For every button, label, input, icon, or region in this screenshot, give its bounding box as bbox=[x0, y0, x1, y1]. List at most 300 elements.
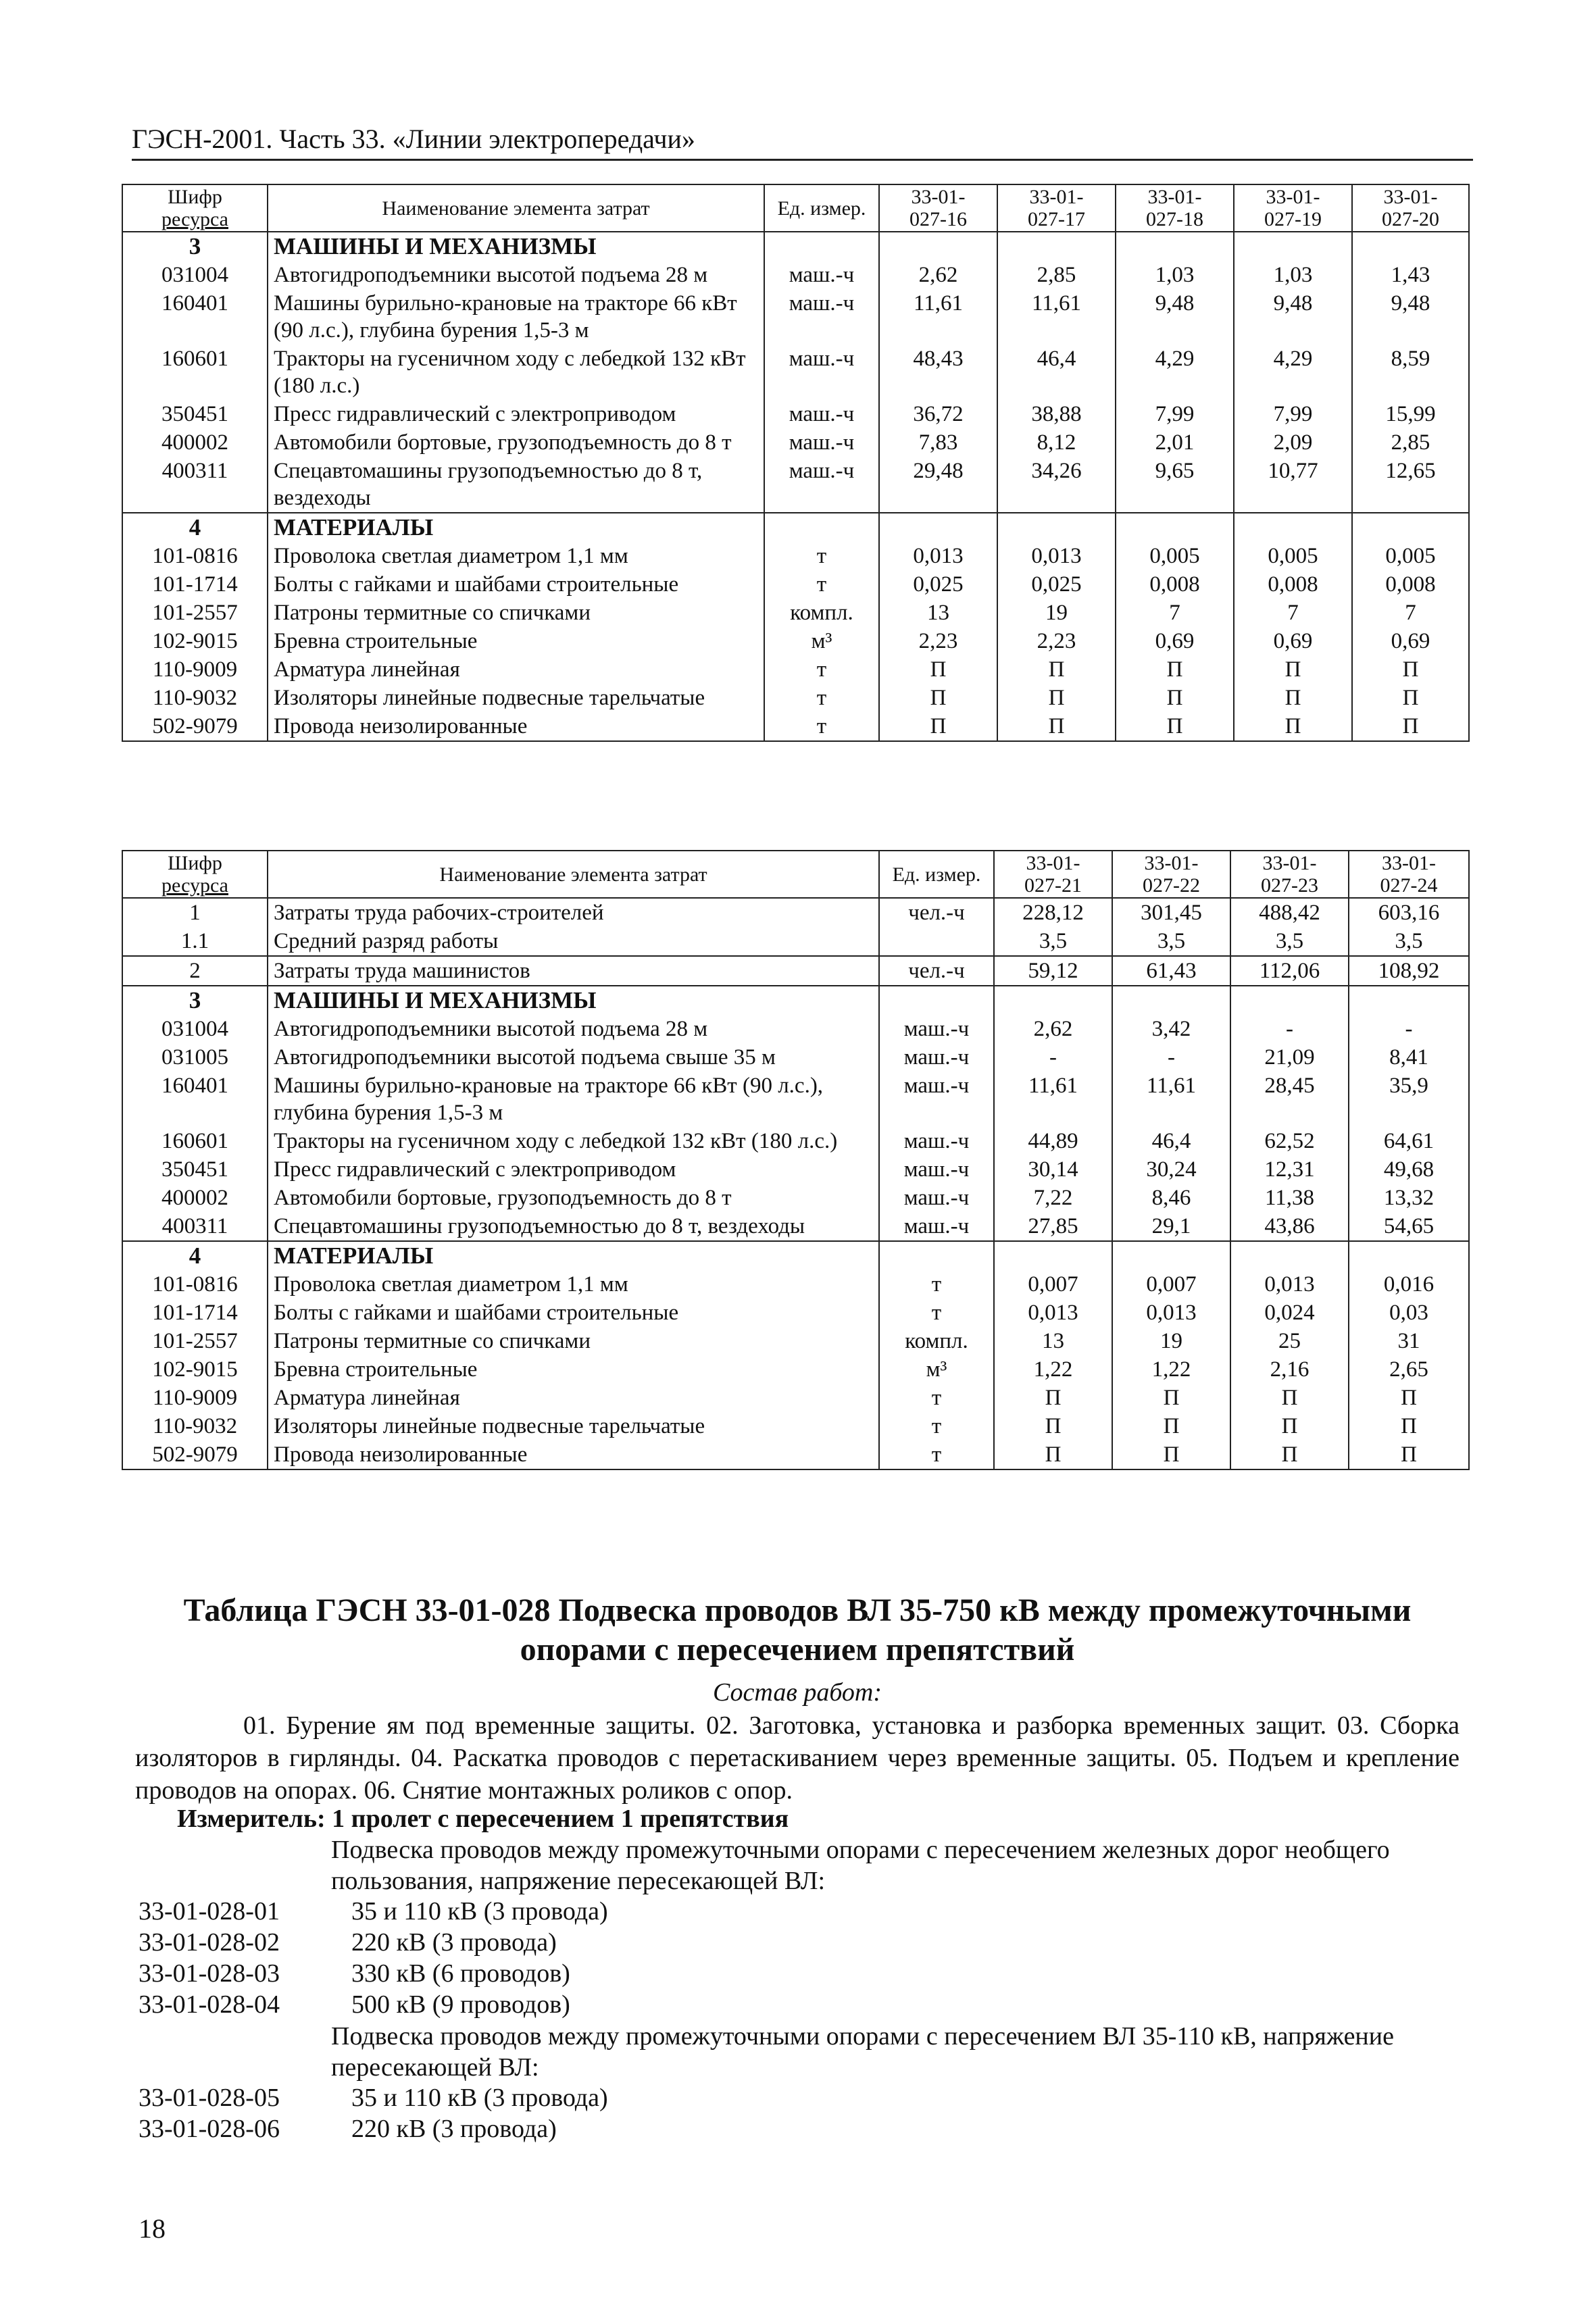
value-cell: П bbox=[879, 655, 997, 684]
resource-name: Машины бурильно-крановые на тракторе 66 кВт (90 л.с.), глубина бурения 1,5-3 м bbox=[268, 1072, 879, 1127]
value-cell: 11,61 bbox=[1112, 1072, 1230, 1127]
unit: т bbox=[764, 570, 879, 599]
resource-code: 102-9015 bbox=[122, 627, 268, 655]
resource-code: 502-9079 bbox=[122, 712, 268, 741]
resource-name: Автогидроподъемники высотой подъема 28 м bbox=[268, 261, 764, 289]
value-cell: 0,69 bbox=[1116, 627, 1234, 655]
value-cell: 3,5 bbox=[994, 927, 1112, 956]
value-cell: 4,29 bbox=[1116, 345, 1234, 400]
resource-code: 101-2557 bbox=[122, 1327, 268, 1355]
value-cell: 2,09 bbox=[1234, 428, 1352, 457]
table-row bbox=[122, 1043, 1469, 1072]
empty-cell bbox=[994, 1241, 1112, 1270]
resource-code: 110-9032 bbox=[122, 1412, 268, 1440]
value-cell: 2,01 bbox=[1116, 428, 1234, 457]
meter-line: Измеритель: 1 пролет с пересечением 1 препятствия bbox=[177, 1805, 789, 1833]
resource-code: 160601 bbox=[122, 1127, 268, 1155]
value-cell: 35,9 bbox=[1349, 1072, 1469, 1127]
value-cell: П bbox=[1116, 684, 1234, 712]
value-cell: 30,14 bbox=[994, 1155, 1112, 1184]
item-text: 35 и 110 кВ (3 провода) bbox=[351, 2084, 608, 2112]
unit: компл. bbox=[764, 599, 879, 627]
value-cell: 44,89 bbox=[994, 1127, 1112, 1155]
unit: маш.-ч bbox=[764, 261, 879, 289]
value-cell: П bbox=[994, 1384, 1112, 1412]
resource-code: 1.1 bbox=[122, 927, 268, 956]
unit: т bbox=[764, 542, 879, 570]
value-cell: 59,12 bbox=[994, 956, 1112, 986]
table-row bbox=[122, 1212, 1469, 1241]
resource-table-027-16-20 bbox=[122, 184, 1470, 742]
table-row bbox=[122, 599, 1469, 627]
value-cell: П bbox=[1116, 655, 1234, 684]
value-cell: П bbox=[1112, 1412, 1230, 1440]
value-cell: 0,69 bbox=[1234, 627, 1352, 655]
unit: чел.-ч bbox=[879, 898, 994, 927]
value-cell: 2,62 bbox=[994, 1015, 1112, 1043]
table-row bbox=[122, 627, 1469, 655]
item-text: 330 кВ (6 проводов) bbox=[351, 1959, 570, 1988]
table-row bbox=[122, 345, 1469, 400]
value-cell: 1,03 bbox=[1116, 261, 1234, 289]
empty-cell bbox=[1116, 232, 1234, 261]
resource-code: 031005 bbox=[122, 1043, 268, 1072]
value-cell: 4,29 bbox=[1234, 345, 1352, 400]
value-cell: 2,85 bbox=[1352, 428, 1469, 457]
table-row bbox=[122, 428, 1469, 457]
value-cell: П bbox=[997, 684, 1116, 712]
works-description: 01. Бурение ям под временные защиты. 02. Заготовка, установка и разборка временных защит. 03. Сборка изоляторов в гирлянды. 04. Раскатка проводов с перетаскиванием через временные защиты. 05. Подъем и крепление проводов на опорах. 06. Снятие монтажных роликов с опор. bbox=[135, 1711, 1460, 1805]
resource-name: Спецавтомашины грузоподъемностью до 8 т, вездеходы bbox=[268, 1212, 879, 1241]
resource-name: Пресс гидравлический с электроприводом bbox=[268, 1155, 879, 1184]
value-cell: 0,69 bbox=[1352, 627, 1469, 655]
value-cell: 46,4 bbox=[1112, 1127, 1230, 1155]
header-name: Наименование элемента затрат bbox=[268, 851, 879, 898]
value-cell: 1,03 bbox=[1234, 261, 1352, 289]
table-row bbox=[122, 1270, 1469, 1299]
resource-name: Изоляторы линейные подвесные тарельчатые bbox=[268, 684, 764, 712]
value-cell: П bbox=[1230, 1412, 1349, 1440]
value-cell: 1,43 bbox=[1352, 261, 1469, 289]
resource-name: Болты с гайками и шайбами строительные bbox=[268, 1299, 879, 1327]
value-cell: 488,42 bbox=[1230, 898, 1349, 927]
value-cell: 21,09 bbox=[1230, 1043, 1349, 1072]
header-name: Наименование элемента затрат bbox=[268, 184, 764, 232]
works-subtitle: Состав работ: bbox=[712, 1678, 882, 1707]
value-cell: 0,005 bbox=[1352, 542, 1469, 570]
value-cell: П bbox=[994, 1412, 1112, 1440]
resource-code: 400311 bbox=[122, 457, 268, 513]
header-unit: Ед. измер. bbox=[879, 851, 994, 898]
table-header-row bbox=[122, 184, 1469, 232]
section-title: МАТЕРИАЛЫ bbox=[268, 1241, 879, 1270]
unit: т bbox=[764, 712, 879, 741]
resource-name: Затраты труда рабочих-строителей bbox=[268, 898, 879, 927]
value-cell: 0,013 bbox=[879, 542, 997, 570]
value-cell: 7 bbox=[1352, 599, 1469, 627]
value-cell: 12,65 bbox=[1352, 457, 1469, 513]
value-cell: 7,22 bbox=[994, 1184, 1112, 1212]
value-cell: 0,013 bbox=[1112, 1299, 1230, 1327]
value-cell: П bbox=[1230, 1440, 1349, 1469]
empty-cell bbox=[879, 232, 997, 261]
value-cell: 0,024 bbox=[1230, 1299, 1349, 1327]
table-row bbox=[122, 1155, 1469, 1184]
empty-cell bbox=[1230, 986, 1349, 1015]
resource-name: Автомобили бортовые, грузоподъемность до 8 т bbox=[268, 1184, 879, 1212]
item-code: 33-01-028-06 bbox=[139, 2115, 280, 2143]
resource-code: 031004 bbox=[122, 261, 268, 289]
section-row bbox=[122, 1241, 1469, 1270]
value-cell: 2,23 bbox=[997, 627, 1116, 655]
value-cell: 0,013 bbox=[997, 542, 1116, 570]
value-cell: 19 bbox=[1112, 1327, 1230, 1355]
resource-code: 101-0816 bbox=[122, 542, 268, 570]
value-cell: 28,45 bbox=[1230, 1072, 1349, 1127]
resource-code: 1 bbox=[122, 898, 268, 927]
item-text: 220 кВ (3 провода) bbox=[351, 1928, 557, 1957]
unit: т bbox=[879, 1299, 994, 1327]
value-cell: 2,23 bbox=[879, 627, 997, 655]
value-cell: 228,12 bbox=[994, 898, 1112, 927]
resource-code: 350451 bbox=[122, 400, 268, 428]
value-cell: 43,86 bbox=[1230, 1212, 1349, 1241]
resource-name: Автомобили бортовые, грузоподъемность до 8 т bbox=[268, 428, 764, 457]
resource-code: 110-9032 bbox=[122, 684, 268, 712]
table-row bbox=[122, 1072, 1469, 1127]
value-cell: 2,85 bbox=[997, 261, 1116, 289]
table-row bbox=[122, 289, 1469, 345]
empty-cell bbox=[1116, 513, 1234, 542]
value-cell: 38,88 bbox=[997, 400, 1116, 428]
resource-name: Провода неизолированные bbox=[268, 712, 764, 741]
unit: маш.-ч bbox=[764, 457, 879, 513]
value-cell: П bbox=[1234, 655, 1352, 684]
value-cell: - bbox=[994, 1043, 1112, 1072]
value-cell: П bbox=[1230, 1384, 1349, 1412]
value-cell: П bbox=[997, 712, 1116, 741]
value-cell: 1,22 bbox=[1112, 1355, 1230, 1384]
unit: м³ bbox=[764, 627, 879, 655]
resource-code: 110-9009 bbox=[122, 655, 268, 684]
header-unit: Ед. измер. bbox=[764, 184, 879, 232]
value-cell: П bbox=[1352, 684, 1469, 712]
empty-cell bbox=[1234, 513, 1352, 542]
resource-name: Тракторы на гусеничном ходу с лебедкой 132 кВт (180 л.с.) bbox=[268, 1127, 879, 1155]
value-cell: 46,4 bbox=[997, 345, 1116, 400]
value-cell: 108,92 bbox=[1349, 956, 1469, 986]
resource-code: 2 bbox=[122, 956, 268, 986]
value-cell: 0,007 bbox=[994, 1270, 1112, 1299]
unit: маш.-ч bbox=[879, 1072, 994, 1127]
value-cell: 301,45 bbox=[1112, 898, 1230, 927]
value-cell: 48,43 bbox=[879, 345, 997, 400]
unit: маш.-ч bbox=[879, 1015, 994, 1043]
value-cell: 2,62 bbox=[879, 261, 997, 289]
value-cell: П bbox=[1349, 1440, 1469, 1469]
table-row bbox=[122, 684, 1469, 712]
value-cell: 3,5 bbox=[1230, 927, 1349, 956]
value-cell: - bbox=[1230, 1015, 1349, 1043]
resource-name: Арматура линейная bbox=[268, 655, 764, 684]
value-cell: П bbox=[1116, 712, 1234, 741]
table-row bbox=[122, 1015, 1469, 1043]
item-code: 33-01-028-01 bbox=[139, 1897, 280, 1926]
header-col: 33-01- 027-18 bbox=[1116, 184, 1234, 232]
value-cell: 0,007 bbox=[1112, 1270, 1230, 1299]
value-cell: 0,03 bbox=[1349, 1299, 1469, 1327]
value-cell: П bbox=[1234, 684, 1352, 712]
table-row bbox=[122, 457, 1469, 513]
resource-name: Болты с гайками и шайбами строительные bbox=[268, 570, 764, 599]
value-cell: 2,65 bbox=[1349, 1355, 1469, 1384]
value-cell: 11,61 bbox=[994, 1072, 1112, 1127]
section-row bbox=[122, 232, 1469, 261]
value-cell: 30,24 bbox=[1112, 1155, 1230, 1184]
empty-cell bbox=[997, 232, 1116, 261]
resource-code: 160401 bbox=[122, 289, 268, 345]
section-number: 4 bbox=[122, 1241, 268, 1270]
value-cell: П bbox=[1349, 1412, 1469, 1440]
unit bbox=[879, 927, 994, 956]
resource-name: Затраты труда машинистов bbox=[268, 956, 879, 986]
value-cell: П bbox=[1349, 1384, 1469, 1412]
value-cell: 0,025 bbox=[997, 570, 1116, 599]
table-row bbox=[122, 655, 1469, 684]
resource-table-027-21-24 bbox=[122, 850, 1470, 1470]
header-col: 33-01- 027-16 bbox=[879, 184, 997, 232]
resource-code: 110-9009 bbox=[122, 1384, 268, 1412]
empty-cell bbox=[879, 986, 994, 1015]
value-cell: 8,12 bbox=[997, 428, 1116, 457]
value-cell: 603,16 bbox=[1349, 898, 1469, 927]
unit: компл. bbox=[879, 1327, 994, 1355]
section-title: МАШИНЫ И МЕХАНИЗМЫ bbox=[268, 232, 764, 261]
resource-name: Бревна строительные bbox=[268, 1355, 879, 1384]
section-number: 3 bbox=[122, 986, 268, 1015]
value-cell: 9,48 bbox=[1116, 289, 1234, 345]
table-row bbox=[122, 1355, 1469, 1384]
table-row bbox=[122, 542, 1469, 570]
empty-cell bbox=[1349, 986, 1469, 1015]
resource-code: 160601 bbox=[122, 345, 268, 400]
section-title: Таблица ГЭСН 33-01-028 Подвеска проводов ВЛ 35-750 кВ между промежуточными опорами с пересечением препятствий bbox=[183, 1592, 1412, 1667]
empty-cell bbox=[997, 513, 1116, 542]
resource-name: Автогидроподъемники высотой подъема свыше 35 м bbox=[268, 1043, 879, 1072]
resource-name: Арматура линейная bbox=[268, 1384, 879, 1412]
group-description-2: Подвеска проводов между промежуточными опорами с пересечением ВЛ 35-110 кВ, напряжение пересекающей ВЛ: bbox=[331, 2022, 1394, 2082]
unit: чел.-ч bbox=[879, 956, 994, 986]
resource-code: 102-9015 bbox=[122, 1355, 268, 1384]
header-col: 33-01- 027-17 bbox=[997, 184, 1116, 232]
resource-name: Спецавтомашины грузоподъемностью до 8 т, вездеходы bbox=[268, 457, 764, 513]
unit: т bbox=[764, 655, 879, 684]
section-number: 3 bbox=[122, 232, 268, 261]
section-number: 4 bbox=[122, 513, 268, 542]
resource-name: Машины бурильно-крановые на тракторе 66 кВт (90 л.с.), глубина бурения 1,5-3 м bbox=[268, 289, 764, 345]
running-header: ГЭСН-2001. Часть 33. «Линии электропередачи» bbox=[132, 123, 1473, 161]
table-row bbox=[122, 570, 1469, 599]
unit: маш.-ч bbox=[764, 345, 879, 400]
unit: маш.-ч bbox=[764, 289, 879, 345]
resource-name: Средний разряд работы bbox=[268, 927, 879, 956]
value-cell: 64,61 bbox=[1349, 1127, 1469, 1155]
resource-name: Провода неизолированные bbox=[268, 1440, 879, 1469]
unit: м³ bbox=[879, 1355, 994, 1384]
unit: т bbox=[879, 1270, 994, 1299]
value-cell: - bbox=[1349, 1015, 1469, 1043]
table-row bbox=[122, 1299, 1469, 1327]
value-cell: 3,5 bbox=[1349, 927, 1469, 956]
resource-name: Бревна строительные bbox=[268, 627, 764, 655]
header-col: 33-01- 027-23 bbox=[1230, 851, 1349, 898]
value-cell: П bbox=[997, 655, 1116, 684]
resource-code: 400311 bbox=[122, 1212, 268, 1241]
unit: маш.-ч bbox=[879, 1212, 994, 1241]
value-cell: 61,43 bbox=[1112, 956, 1230, 986]
value-cell: 13 bbox=[994, 1327, 1112, 1355]
resource-code: 101-1714 bbox=[122, 1299, 268, 1327]
section-title: МАТЕРИАЛЫ bbox=[268, 513, 764, 542]
header-col: 33-01- 027-24 bbox=[1349, 851, 1469, 898]
value-cell: 9,65 bbox=[1116, 457, 1234, 513]
value-cell: 29,1 bbox=[1112, 1212, 1230, 1241]
unit: маш.-ч bbox=[879, 1184, 994, 1212]
value-cell: 0,013 bbox=[994, 1299, 1112, 1327]
value-cell: 8,46 bbox=[1112, 1184, 1230, 1212]
value-cell: 0,005 bbox=[1234, 542, 1352, 570]
resource-code: 160401 bbox=[122, 1072, 268, 1127]
value-cell: 1,22 bbox=[994, 1355, 1112, 1384]
table-row bbox=[122, 1327, 1469, 1355]
value-cell: 3,5 bbox=[1112, 927, 1230, 956]
table-row bbox=[122, 400, 1469, 428]
value-cell: 15,99 bbox=[1352, 400, 1469, 428]
resource-name: Проволока светлая диаметром 1,1 мм bbox=[268, 542, 764, 570]
value-cell: П bbox=[879, 712, 997, 741]
labor-row bbox=[122, 956, 1469, 986]
empty-cell bbox=[1352, 232, 1469, 261]
value-cell: 0,008 bbox=[1352, 570, 1469, 599]
labor-row bbox=[122, 898, 1469, 927]
group-description-1: Подвеска проводов между промежуточными опорами с пересечением железных дорог необщего пользования, напряжение пересекающей ВЛ: bbox=[331, 1836, 1390, 1895]
header-code: Шифр ресурса bbox=[122, 184, 268, 232]
value-cell: 54,65 bbox=[1349, 1212, 1469, 1241]
resource-code: 400002 bbox=[122, 1184, 268, 1212]
value-cell: П bbox=[994, 1440, 1112, 1469]
resource-code: 101-1714 bbox=[122, 570, 268, 599]
value-cell: 12,31 bbox=[1230, 1155, 1349, 1184]
page-number: 18 bbox=[139, 2213, 166, 2244]
value-cell: 31 bbox=[1349, 1327, 1469, 1355]
table-row bbox=[122, 261, 1469, 289]
value-cell: 0,025 bbox=[879, 570, 997, 599]
value-cell: 27,85 bbox=[994, 1212, 1112, 1241]
item-code: 33-01-028-04 bbox=[139, 1990, 280, 2019]
header-col: 33-01- 027-21 bbox=[994, 851, 1112, 898]
empty-cell bbox=[879, 513, 997, 542]
item-code: 33-01-028-03 bbox=[139, 1959, 280, 1988]
value-cell: 19 bbox=[997, 599, 1116, 627]
header-col: 33-01- 027-20 bbox=[1352, 184, 1469, 232]
value-cell: 9,48 bbox=[1234, 289, 1352, 345]
empty-cell bbox=[1234, 232, 1352, 261]
value-cell: 112,06 bbox=[1230, 956, 1349, 986]
header-col: 33-01- 027-22 bbox=[1112, 851, 1230, 898]
value-cell: 8,41 bbox=[1349, 1043, 1469, 1072]
table2-body bbox=[122, 898, 1469, 1469]
table-row bbox=[122, 712, 1469, 741]
item-text: 500 кВ (9 проводов) bbox=[351, 1990, 570, 2019]
value-cell: - bbox=[1112, 1043, 1230, 1072]
value-cell: 10,77 bbox=[1234, 457, 1352, 513]
item-code: 33-01-028-05 bbox=[139, 2084, 280, 2112]
value-cell: 11,61 bbox=[997, 289, 1116, 345]
value-cell: 2,16 bbox=[1230, 1355, 1349, 1384]
value-cell: 7,99 bbox=[1116, 400, 1234, 428]
table-row bbox=[122, 1184, 1469, 1212]
value-cell: 7 bbox=[1116, 599, 1234, 627]
value-cell: 0,013 bbox=[1230, 1270, 1349, 1299]
table-header-row bbox=[122, 851, 1469, 898]
value-cell: 9,48 bbox=[1352, 289, 1469, 345]
section-row bbox=[122, 986, 1469, 1015]
empty-cell bbox=[994, 986, 1112, 1015]
value-cell: 7 bbox=[1234, 599, 1352, 627]
empty-cell bbox=[1230, 1241, 1349, 1270]
value-cell: 13,32 bbox=[1349, 1184, 1469, 1212]
unit: т bbox=[879, 1412, 994, 1440]
table-row bbox=[122, 1440, 1469, 1469]
unit: маш.-ч bbox=[879, 1043, 994, 1072]
empty-cell bbox=[1349, 1241, 1469, 1270]
empty-cell bbox=[764, 232, 879, 261]
value-cell: 36,72 bbox=[879, 400, 997, 428]
value-cell: 0,008 bbox=[1234, 570, 1352, 599]
unit: т bbox=[879, 1440, 994, 1469]
value-cell: П bbox=[1112, 1440, 1230, 1469]
resource-name: Патроны термитные со спичками bbox=[268, 1327, 879, 1355]
resource-code: 400002 bbox=[122, 428, 268, 457]
value-cell: 62,52 bbox=[1230, 1127, 1349, 1155]
table-row bbox=[122, 1384, 1469, 1412]
resource-code: 031004 bbox=[122, 1015, 268, 1043]
empty-cell bbox=[1352, 513, 1469, 542]
item-text: 35 и 110 кВ (3 провода) bbox=[351, 1897, 608, 1926]
value-cell: 3,42 bbox=[1112, 1015, 1230, 1043]
section-row bbox=[122, 513, 1469, 542]
resource-code: 101-0816 bbox=[122, 1270, 268, 1299]
value-cell: П bbox=[1352, 712, 1469, 741]
empty-cell bbox=[1112, 986, 1230, 1015]
labor-row bbox=[122, 927, 1469, 956]
resource-name: Проволока светлая диаметром 1,1 мм bbox=[268, 1270, 879, 1299]
value-cell: 13 bbox=[879, 599, 997, 627]
item-text: 220 кВ (3 провода) bbox=[351, 2115, 557, 2143]
value-cell: 11,61 bbox=[879, 289, 997, 345]
resource-name: Изоляторы линейные подвесные тарельчатые bbox=[268, 1412, 879, 1440]
empty-cell bbox=[879, 1241, 994, 1270]
value-cell: П bbox=[1352, 655, 1469, 684]
resource-name: Пресс гидравлический с электроприводом bbox=[268, 400, 764, 428]
unit: т bbox=[879, 1384, 994, 1412]
value-cell: 0,016 bbox=[1349, 1270, 1469, 1299]
resource-code: 502-9079 bbox=[122, 1440, 268, 1469]
value-cell: П bbox=[1234, 712, 1352, 741]
value-cell: П bbox=[1112, 1384, 1230, 1412]
empty-cell bbox=[1112, 1241, 1230, 1270]
unit: маш.-ч bbox=[879, 1155, 994, 1184]
